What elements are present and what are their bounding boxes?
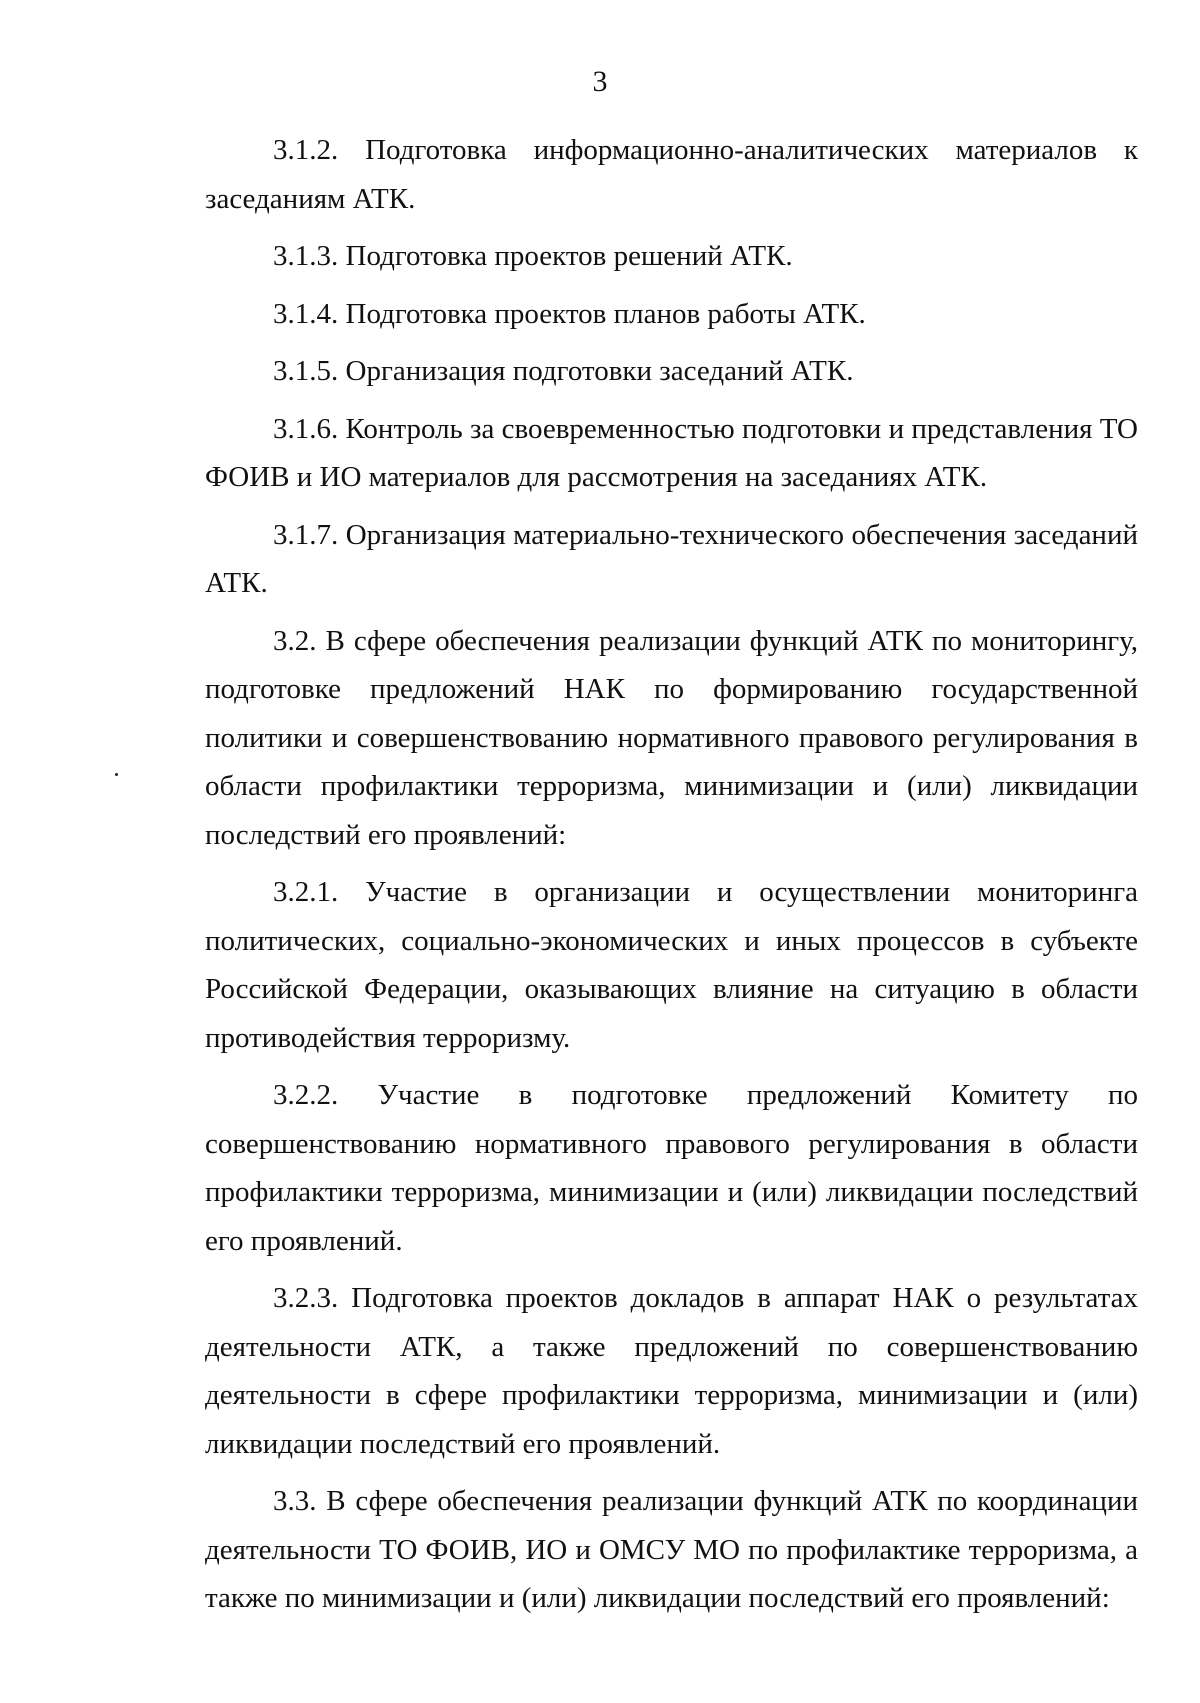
scan-speck xyxy=(115,773,118,776)
paragraph-3-3: 3.3. В сфере обеспечения реализации функций АТК по координации деятельности ТО ФОИВ, ИО и ОМСУ МО по профилактике терроризма, а также по минимизации и (или) ликвидации последствий его проявлений: xyxy=(205,1485,1138,1614)
document-body xyxy=(205,126,1138,1632)
paragraph-3-1-2: 3.1.2. Подготовка информационно-аналитических материалов к заседаниям АТК. xyxy=(205,134,1138,215)
paragraph-3-1-7: 3.1.7. Организация материально-технического обеспечения заседаний АТК. xyxy=(205,518,1138,599)
paragraph-3-1-5: 3.1.5. Организация подготовки заседаний АТК. xyxy=(273,355,854,387)
page-number: 3 xyxy=(592,65,608,98)
paragraph-3-2-1: 3.2.1. Участие в организации и осуществлении мониторинга политических, социально-экономических и иных процессов в субъекте Российской Федерации, оказывающих влияние на ситуацию в области противодействия терроризму. xyxy=(205,876,1138,1054)
paragraph-3-1-3: 3.1.3. Подготовка проектов решений АТК. xyxy=(273,240,793,272)
paragraph-3-2-3: 3.2.3. Подготовка проектов докладов в аппарат НАК о результатах деятельности АТК, а также предложений по совершенствованию деятельности в сфере профилактики терроризма, минимизации и (или) ликвидации последствий его проявлений. xyxy=(205,1282,1138,1460)
paragraph-3-2-2: 3.2.2. Участие в подготовке предложений Комитету по совершенствованию нормативного правового регулирования в области профилактики терроризма, минимизации и (или) ликвидации последствий его проявлений. xyxy=(205,1079,1138,1257)
paragraph-3-1-6: 3.1.6. Контроль за своевременностью подготовки и представления ТО ФОИВ и ИО материалов для рассмотрения на заседаниях АТК. xyxy=(205,412,1138,493)
paragraph-3-1-4: 3.1.4. Подготовка проектов планов работы АТК. xyxy=(273,297,866,330)
paragraph-3-2: 3.2. В сфере обеспечения реализации функций АТК по мониторингу, подготовке предложений НАК по формированию государственной политики и совершенствованию нормативного правового регулирования в области профилактики терроризма, минимизации и (или) ликвидации последствий его проявлений: xyxy=(205,624,1138,851)
